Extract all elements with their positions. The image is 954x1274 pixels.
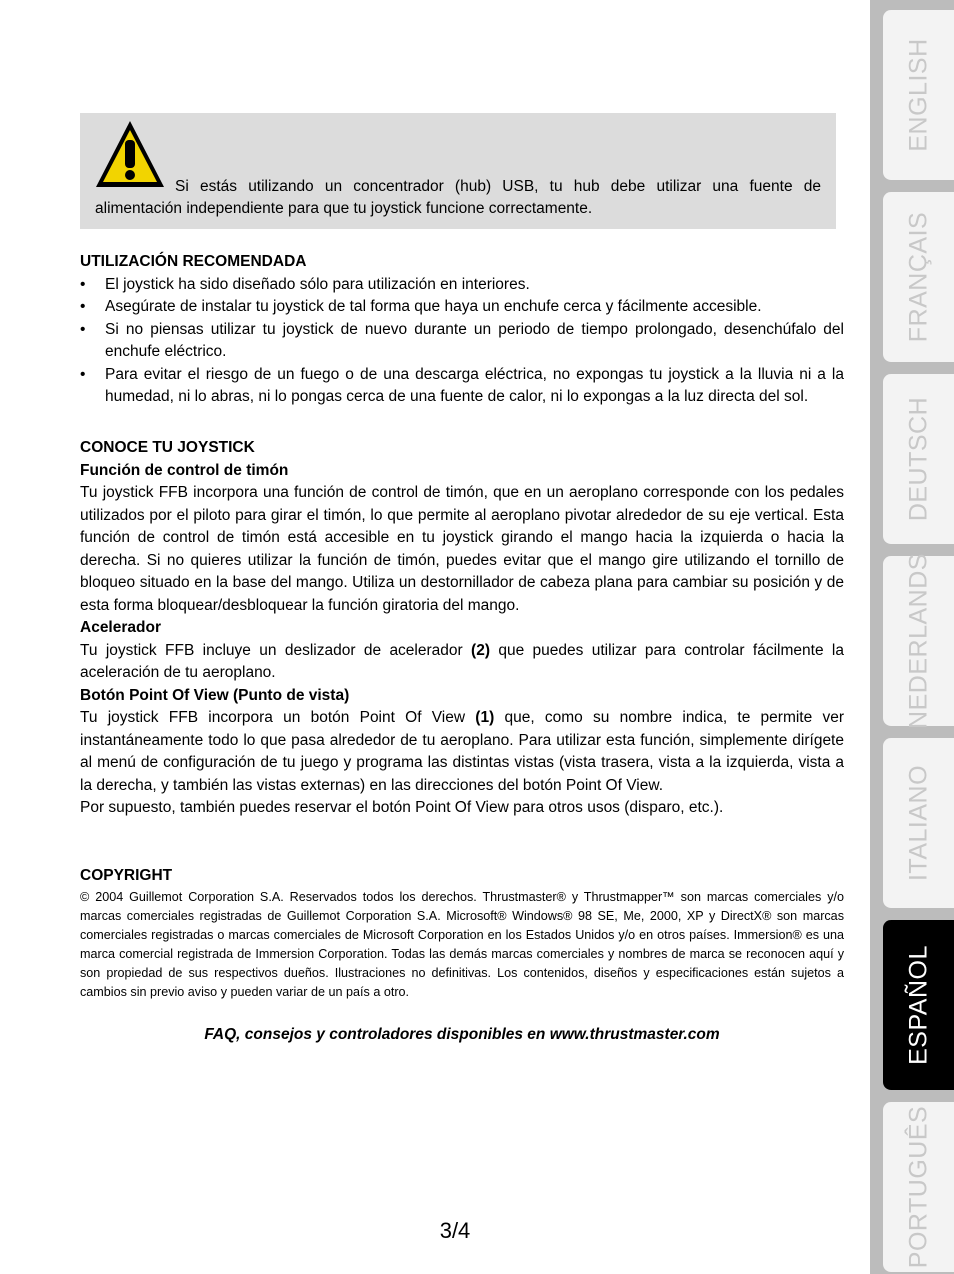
bullet-icon: • (80, 275, 86, 293)
recommended-use-section (80, 251, 844, 409)
tab-english[interactable]: ENGLISH (883, 10, 954, 180)
warning-box (80, 113, 836, 229)
copyright-text: © 2004 Guillemot Corporation S.A. Reservados todos los derechos. Thrustmaster® y Thrustmapper™ son marcas comerciales y/o marcas comerciales registradas de Guillemot Corporation S.A. Microsoft® Windows® 98 SE, Me, 2000, XP y DirectX® son marcas comerciales registradas o marcas comerciales de Microsoft Corporation en los Estados Unidos y/o en otros países. Immersion® es una marca comercial registrada de Immersion Corporation. Todas las demás marcas comerciales y nombres de marca se reconocen aquí y son propiedad de sus respectivos dueños. Ilustraciones no definitivas. Los contenidos, diseños y especificaciones están sujetos a cambios sin previo aviso y pueden variar de un país a otro. (80, 889, 844, 999)
recommended-use-heading: UTILIZACIÓN RECOMENDADA (80, 253, 307, 270)
pov-extra-text: Por supuesto, también puedes reservar el botón Point Of View para otros usos (disparo, etc.). (80, 799, 724, 816)
page-number: 3/4 (439, 1218, 471, 1243)
tab-portugues[interactable]: PORTUGUÊS (883, 1102, 954, 1272)
bullet-icon: • (80, 298, 86, 315)
list-item: • Si no piensas utilizar tu joystick de nuevo durante un periodo de tiempo prolongado, desenchúfalo del enchufe eléctrico. (80, 320, 844, 360)
throttle-text: Tu joystick FFB incluye un deslizador de acelerador (2) que puedes utilizar para controlar fácilmente la aceleración de tu aeroplano. (80, 641, 844, 681)
bullet-icon: • (80, 320, 86, 338)
faq-line: FAQ, consejos y controladores disponibles en www.thrustmaster.com (204, 1026, 720, 1043)
rudder-heading: Función de control de timón (80, 461, 289, 479)
rudder-text: Tu joystick FFB incorpora una función de control de timón, que en un aeroplano corresponde con los pedales utilizados por el piloto para girar el timón, lo que permite al aeroplano pivotar alrededor de su eje vertical. Esta función de control de timón está accesible en tu joystick girando el mango hacia la izquierda o hacia la derecha. Si no quieres utilizar la función de timón, puedes evitar que el mango gire utilizando el tornillo de bloqueo situado en la base del mango. Utiliza un destornillador de cabeza plana para cambiar su posición y de esta forma bloquear/desbloquear la función giratoria del mango. (80, 484, 844, 614)
know-joystick-heading: CONOCE TU JOYSTICK (80, 439, 255, 456)
tab-francais[interactable]: FRANÇAIS (883, 192, 954, 362)
recommended-use-list (80, 274, 844, 409)
tab-espanol[interactable]: ESPAÑOL (883, 920, 954, 1090)
tab-deutsch[interactable]: DEUTSCH (883, 374, 954, 544)
know-joystick-section (80, 437, 844, 820)
list-item: • Para evitar el riesgo de un fuego o de una descarga eléctrica, no expongas tu joystick a la lluvia ni a la humedad, ni lo abras, ni lo pongas cerca de una fuente de calor, ni lo expongas a la luz directa del sol. (80, 365, 844, 405)
list-item: • El joystick ha sido diseñado sólo para utilización en interiores. (80, 274, 844, 297)
tab-italiano[interactable]: ITALIANO (883, 738, 954, 908)
tab-nederlands[interactable]: NEDERLANDS (883, 556, 954, 726)
throttle-ref: (2) (471, 641, 490, 659)
list-item: • Asegúrate de instalar tu joystick de tal forma que haya un enchufe cerca y fácilmente accesible. (80, 296, 844, 319)
pov-ref: (1) (475, 709, 495, 726)
pov-heading: Botón Point Of View (Punto de vista) (80, 686, 350, 704)
bullet-icon: • (80, 365, 86, 383)
pov-text: Tu joystick FFB incorpora un botón Point Of View (1) que, como su nombre indica, te permite ver instantáneamente todo lo que pasa alrededor de tu aeroplano. Para utilizar esta función, simplemente dirígete al menú de configuración de tu juego y programa las distintas vistas (vista trasera, vista a la izquierda, vista a la derecha, y también las vistas externas) en las direcciones del botón Point Of View. (80, 709, 844, 794)
throttle-heading: Acelerador (80, 619, 161, 636)
language-tabs (870, 0, 954, 1274)
warning-text: Si estás utilizando un concentrador (hub) USB, tu hub debe utilizar una fuente de alimentación independiente para que tu joystick funcione correctamente. (95, 178, 821, 217)
copyright-heading: COPYRIGHT (80, 867, 173, 884)
copyright-section (80, 865, 844, 1002)
